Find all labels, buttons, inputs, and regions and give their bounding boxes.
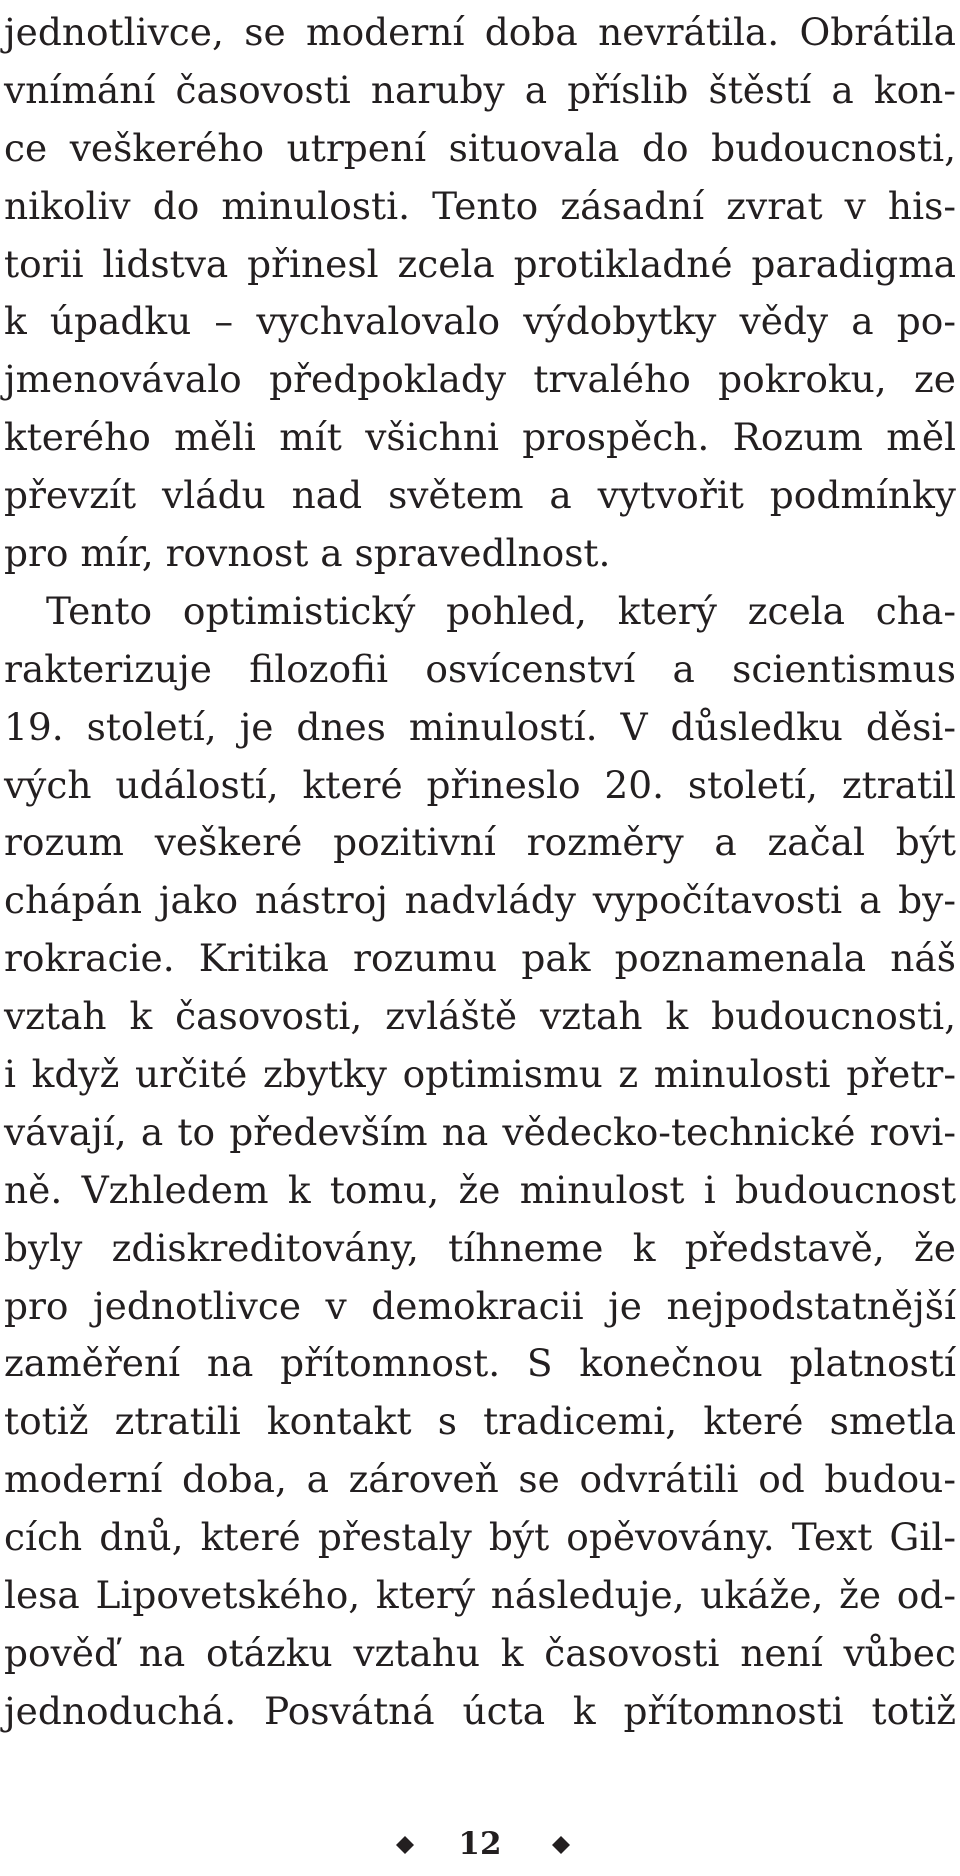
text-line: 19. století, je dnes minulostí. V důsledku děsi- bbox=[4, 704, 956, 749]
text-line: rakterizuje filozofii osvícenství a scientismus bbox=[4, 646, 956, 691]
text-line: rokracie. Kritika rozumu pak poznamenala náš bbox=[4, 936, 956, 981]
diamond-icon bbox=[552, 1836, 570, 1854]
body-text bbox=[4, 4, 956, 1741]
text-line: k úpadku – vychvalovalo výdobytky vědy a po- bbox=[4, 299, 956, 344]
text-line: lesa Lipovetského, který následuje, ukáže, že od- bbox=[4, 1573, 956, 1618]
text-line: i když určité zbytky optimismu z minulosti přetr- bbox=[4, 1052, 956, 1097]
text-line: totiž ztratili kontakt s tradicemi, které smetla bbox=[4, 1399, 956, 1444]
text-line: vých událostí, které přineslo 20. století, ztratil bbox=[4, 762, 956, 807]
text-line: rozum veškeré pozitivní rozměry a začal být bbox=[4, 820, 956, 865]
text-line: jednoduchá. Posvátná úcta k přítomnosti totiž bbox=[4, 1688, 956, 1733]
text-line: torii lidstva přinesl zcela protikladné paradigma bbox=[4, 241, 956, 286]
paragraph-end-line: pro mír, rovnost a spravedlnost. bbox=[4, 531, 611, 576]
text-line: převzít vládu nad světem a vytvořit podmínky bbox=[4, 473, 956, 518]
text-line: byly zdiskreditovány, tíhneme k představě, že bbox=[4, 1225, 956, 1270]
text-line: ně. Vzhledem k tomu, že minulost i budoucnost bbox=[4, 1167, 956, 1212]
text-line: pověď na otázku vztahu k časovosti není vůbec bbox=[4, 1630, 956, 1675]
text-line: chápán jako nástroj nadvlády vypočítavosti a by- bbox=[4, 878, 956, 923]
page-number: 12 bbox=[458, 1826, 502, 1862]
text-line: moderní doba, a zároveň se odvrátili od budou- bbox=[4, 1457, 956, 1502]
text-line: vávají, a to především na vědecko-technické rovi- bbox=[4, 1109, 956, 1154]
text-line: kterého měli mít všichni prospěch. Rozum měl bbox=[4, 415, 956, 460]
text-line: pro jednotlivce v demokracii je nejpodstatnější bbox=[4, 1283, 956, 1328]
diamond-icon bbox=[396, 1836, 414, 1854]
text-line: jmenovávalo předpoklady trvalého pokroku, ze bbox=[4, 357, 956, 402]
page-footer bbox=[0, 1824, 960, 1864]
text-line: ce veškerého utrpení situovala do budoucnosti, bbox=[4, 125, 956, 170]
text-line: nikoliv do minulosti. Tento zásadní zvrat v his- bbox=[4, 183, 956, 228]
text-line: zaměření na přítomnost. S konečnou platností bbox=[4, 1341, 956, 1386]
text-line: jednotlivce, se moderní doba nevrátila. Obrátila bbox=[4, 10, 956, 54]
paragraph-start-line: Tento optimistický pohled, který zcela cha- bbox=[46, 588, 956, 633]
text-line: cích dnů, které přestaly být opěvovány. Text Gil- bbox=[4, 1515, 956, 1560]
text-line: vztah k časovosti, zvláště vztah k budoucnosti, bbox=[4, 994, 956, 1039]
text-line: vnímání časovosti naruby a příslib štěstí a kon- bbox=[4, 67, 956, 112]
